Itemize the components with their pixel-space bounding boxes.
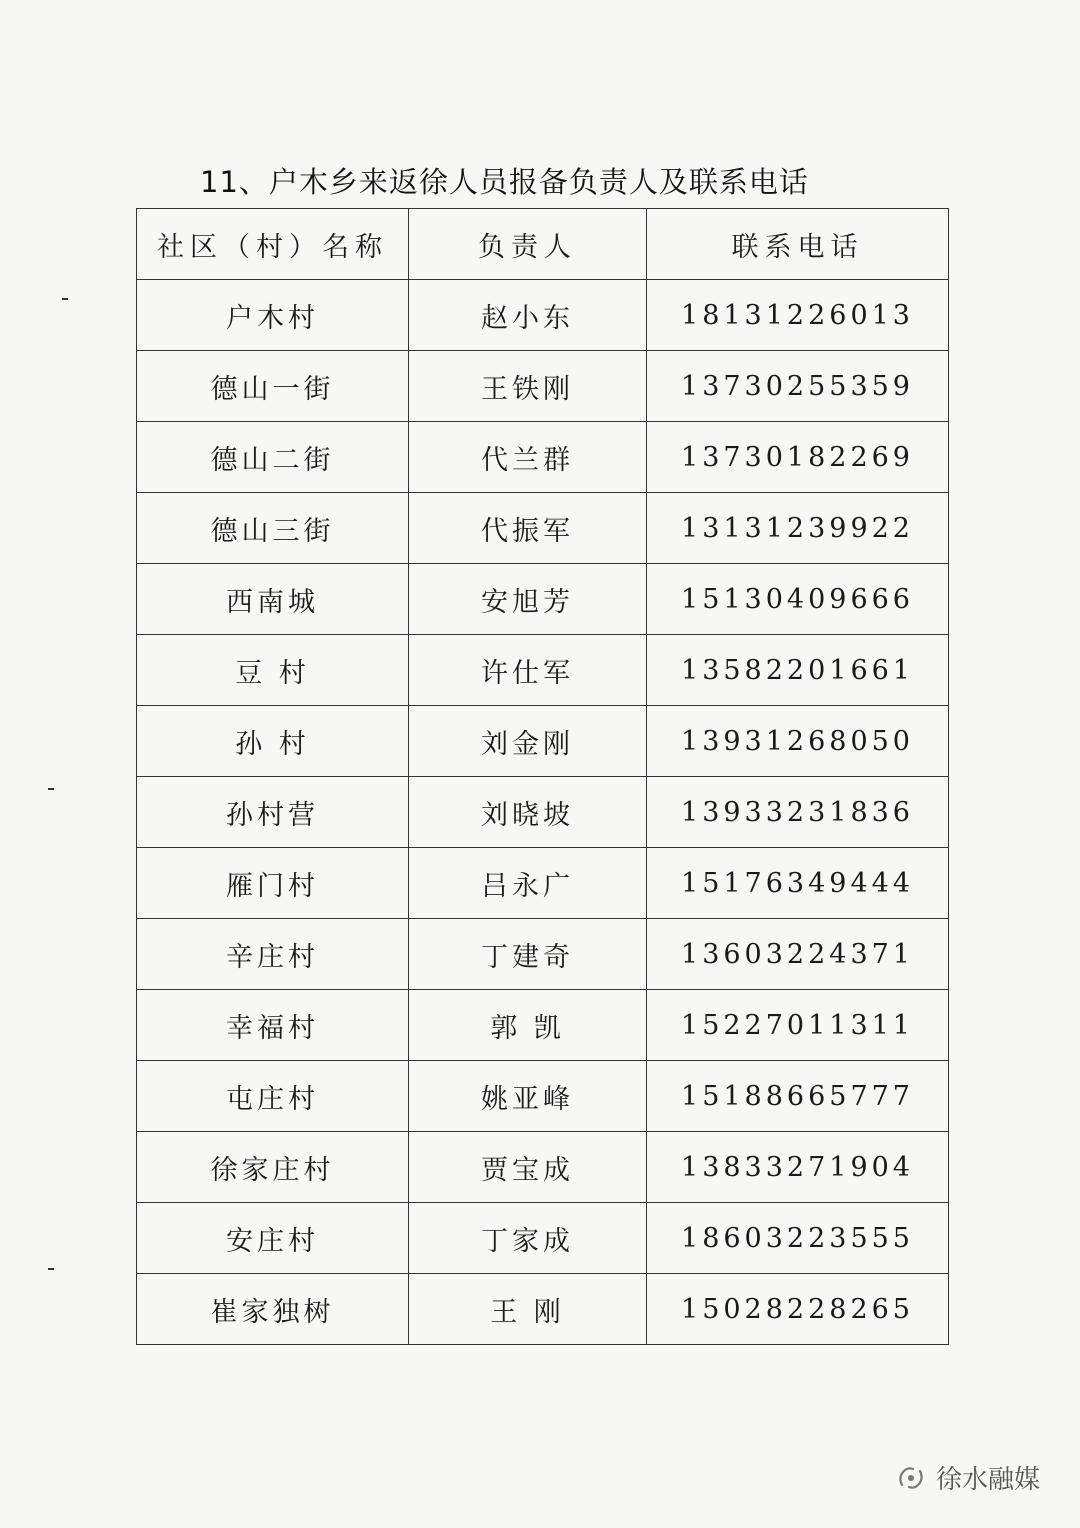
table-row: [137, 351, 949, 422]
wechat-channel-icon: [896, 1463, 926, 1493]
page-title: 11、户木乡来返徐人员报备负责人及联系电话: [200, 165, 809, 199]
table-row: [137, 1061, 949, 1132]
cell-community: 屯庄村: [137, 1061, 409, 1132]
cell-community: 辛庄村: [137, 919, 409, 990]
table-row: [137, 1274, 949, 1345]
cell-phone: 15028228265: [647, 1274, 949, 1345]
table-row: [137, 848, 949, 919]
scan-mark: [48, 788, 54, 790]
cell-person: 王铁刚: [409, 351, 647, 422]
scan-mark: [62, 298, 68, 300]
cell-person: 姚亚峰: [409, 1061, 647, 1132]
cell-phone: 13582201661: [647, 635, 949, 706]
cell-phone: 13730255359: [647, 351, 949, 422]
cell-person: 许仕军: [409, 635, 647, 706]
table-row: [137, 777, 949, 848]
cell-phone: 13603224371: [647, 919, 949, 990]
cell-community: 安庄村: [137, 1203, 409, 1274]
cell-person: 安旭芳: [409, 564, 647, 635]
table-row: [137, 1132, 949, 1203]
cell-phone: 13730182269: [647, 422, 949, 493]
cell-phone: 13931268050: [647, 706, 949, 777]
cell-phone: 13933231836: [647, 777, 949, 848]
table-row: [137, 706, 949, 777]
cell-community: 徐家庄村: [137, 1132, 409, 1203]
cell-person: 贾宝成: [409, 1132, 647, 1203]
cell-person: 吕永广: [409, 848, 647, 919]
table-header-row: [137, 209, 949, 280]
cell-community: 崔家独树: [137, 1274, 409, 1345]
scan-mark: [48, 1268, 54, 1270]
cell-person: 郭 凯: [409, 990, 647, 1061]
cell-community: 德山三街: [137, 493, 409, 564]
table-row: [137, 280, 949, 351]
cell-person: 刘晓坡: [409, 777, 647, 848]
cell-community: 孙村营: [137, 777, 409, 848]
cell-phone: 13833271904: [647, 1132, 949, 1203]
table-row: [137, 635, 949, 706]
cell-person: 王 刚: [409, 1274, 647, 1345]
cell-community: 孙 村: [137, 706, 409, 777]
cell-person: 代兰群: [409, 422, 647, 493]
table-row: [137, 493, 949, 564]
cell-community: 西南城: [137, 564, 409, 635]
header-community: 社区（村）名称: [137, 209, 409, 280]
cell-person: 丁家成: [409, 1203, 647, 1274]
cell-person: 赵小东: [409, 280, 647, 351]
cell-phone: 15188665777: [647, 1061, 949, 1132]
cell-person: 刘金刚: [409, 706, 647, 777]
header-person: 负责人: [409, 209, 647, 280]
contacts-table: [136, 208, 949, 1345]
cell-phone: 15227011311: [647, 990, 949, 1061]
cell-phone: 18131226013: [647, 280, 949, 351]
cell-person: 代振军: [409, 493, 647, 564]
watermark-text: 徐水融媒: [935, 1465, 1040, 1495]
cell-community: 德山一街: [137, 351, 409, 422]
cell-phone: 15176349444: [647, 848, 949, 919]
cell-phone: 15130409666: [647, 564, 949, 635]
cell-phone: 18603223555: [647, 1203, 949, 1274]
cell-community: 雁门村: [137, 848, 409, 919]
cell-community: 豆 村: [137, 635, 409, 706]
watermark: [896, 1459, 1040, 1496]
cell-phone: 13131239922: [647, 493, 949, 564]
cell-community: 幸福村: [137, 990, 409, 1061]
table-row: [137, 1203, 949, 1274]
cell-community: 德山二街: [137, 422, 409, 493]
table-row: [137, 990, 949, 1061]
cell-person: 丁建奇: [409, 919, 647, 990]
table-row: [137, 919, 949, 990]
cell-community: 户木村: [137, 280, 409, 351]
table-row: [137, 422, 949, 493]
table-row: [137, 564, 949, 635]
header-phone: 联系电话: [647, 209, 949, 280]
